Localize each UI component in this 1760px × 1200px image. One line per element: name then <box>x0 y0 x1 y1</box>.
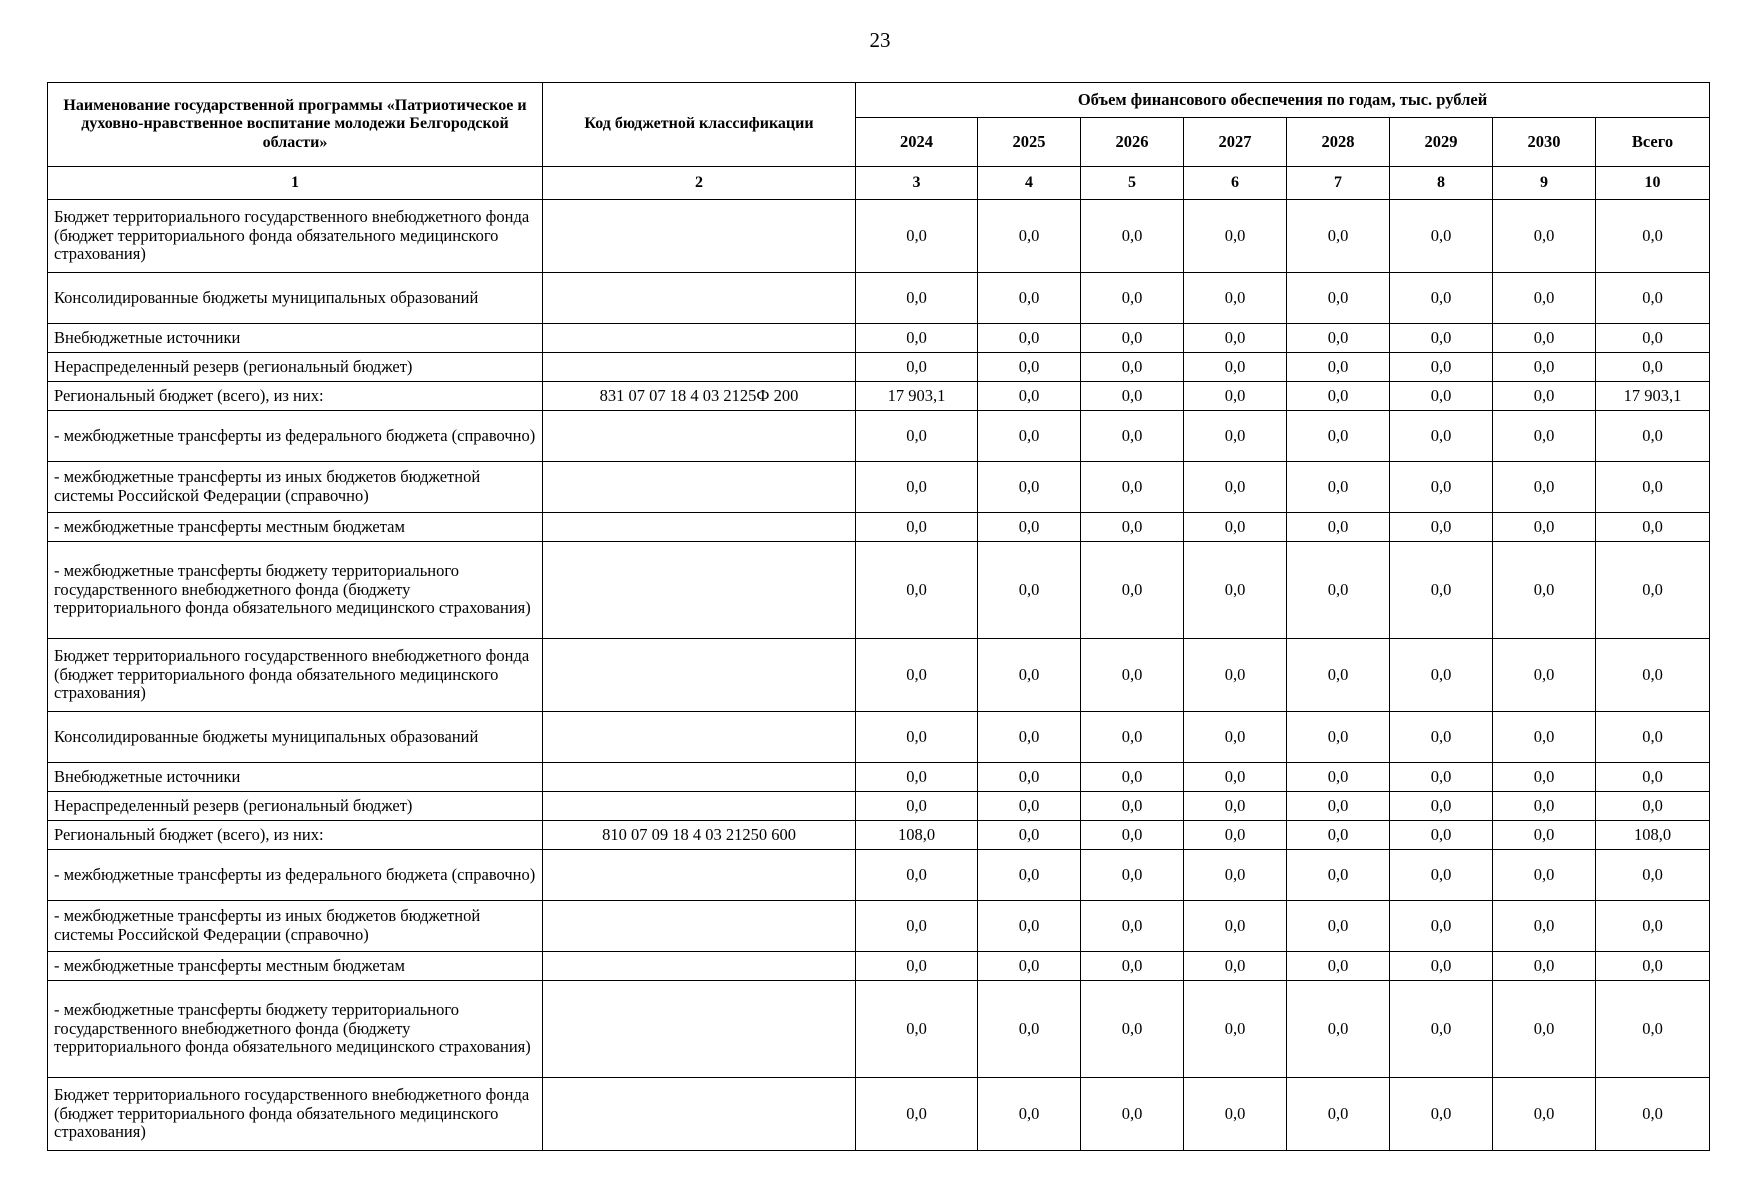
row-value-cell: 0,0 <box>1390 952 1493 981</box>
row-name-cell: - межбюджетные трансферты из иных бюджетов бюджетной системы Российской Федерации (справочно) <box>48 462 543 513</box>
row-value-cell: 0,0 <box>1287 513 1390 542</box>
row-value-cell: 0,0 <box>1081 952 1184 981</box>
row-value-cell: 0,0 <box>978 542 1081 639</box>
row-total-cell: 0,0 <box>1596 901 1710 952</box>
row-value-cell: 0,0 <box>856 513 978 542</box>
table-row <box>48 382 1710 411</box>
row-value-cell: 0,0 <box>978 200 1081 273</box>
row-code-cell <box>543 901 856 952</box>
row-total-cell: 0,0 <box>1596 462 1710 513</box>
header-year: 2026 <box>1081 118 1184 167</box>
row-name-cell: - межбюджетные трансферты бюджету территориального государственного внебюджетного фонда (бюджету территориального фонда обязательного медицинского страхования) <box>48 981 543 1078</box>
row-code-cell: 810 07 09 18 4 03 21250 600 <box>543 821 856 850</box>
row-value-cell: 0,0 <box>1081 763 1184 792</box>
row-value-cell: 0,0 <box>1390 792 1493 821</box>
row-name-cell: Бюджет территориального государственного внебюджетного фонда (бюджет территориального фонда обязательного медицинского страхования) <box>48 639 543 712</box>
column-number: 10 <box>1596 167 1710 200</box>
row-value-cell: 0,0 <box>1390 901 1493 952</box>
table-row <box>48 273 1710 324</box>
table-row <box>48 712 1710 763</box>
row-value-cell: 0,0 <box>1287 273 1390 324</box>
row-name-cell: Региональный бюджет (всего), из них: <box>48 382 543 411</box>
row-value-cell: 0,0 <box>1081 542 1184 639</box>
row-total-cell: 0,0 <box>1596 513 1710 542</box>
row-value-cell: 0,0 <box>978 821 1081 850</box>
header-year: 2030 <box>1493 118 1596 167</box>
row-code-cell <box>543 542 856 639</box>
row-value-cell: 0,0 <box>978 792 1081 821</box>
row-value-cell: 0,0 <box>1493 273 1596 324</box>
row-value-cell: 0,0 <box>1493 1078 1596 1151</box>
row-value-cell: 0,0 <box>856 273 978 324</box>
row-value-cell: 0,0 <box>1184 324 1287 353</box>
row-total-cell: 0,0 <box>1596 981 1710 1078</box>
row-value-cell: 0,0 <box>1081 324 1184 353</box>
column-number: 7 <box>1287 167 1390 200</box>
row-total-cell: 0,0 <box>1596 792 1710 821</box>
row-value-cell: 0,0 <box>1081 821 1184 850</box>
row-value-cell: 0,0 <box>1287 952 1390 981</box>
row-value-cell: 0,0 <box>978 901 1081 952</box>
row-value-cell: 0,0 <box>1493 981 1596 1078</box>
header-name-column: Наименование государственной программы «Патриотическое и духовно-нравственное воспитание молодежи Белгородской области» <box>48 83 543 167</box>
column-number: 5 <box>1081 167 1184 200</box>
row-value-cell: 0,0 <box>1493 952 1596 981</box>
row-code-cell <box>543 411 856 462</box>
row-value-cell: 0,0 <box>1493 542 1596 639</box>
row-value-cell: 0,0 <box>856 462 978 513</box>
row-total-cell: 108,0 <box>1596 821 1710 850</box>
row-value-cell: 0,0 <box>1493 200 1596 273</box>
row-value-cell: 0,0 <box>856 712 978 763</box>
row-value-cell: 0,0 <box>978 462 1081 513</box>
row-value-cell: 0,0 <box>1390 273 1493 324</box>
header-funding-group: Объем финансового обеспечения по годам, тыс. рублей <box>856 83 1710 118</box>
row-name-cell: - межбюджетные трансферты из федерального бюджета (справочно) <box>48 411 543 462</box>
row-value-cell: 0,0 <box>978 850 1081 901</box>
row-value-cell: 0,0 <box>1493 324 1596 353</box>
row-value-cell: 108,0 <box>856 821 978 850</box>
row-code-cell <box>543 850 856 901</box>
table-row <box>48 353 1710 382</box>
row-name-cell: Консолидированные бюджеты муниципальных образований <box>48 273 543 324</box>
header-year: 2028 <box>1287 118 1390 167</box>
row-value-cell: 0,0 <box>978 273 1081 324</box>
row-total-cell: 0,0 <box>1596 273 1710 324</box>
row-value-cell: 0,0 <box>978 981 1081 1078</box>
row-name-cell: - межбюджетные трансферты бюджету территориального государственного внебюджетного фонда (бюджету территориального фонда обязательного медицинского страхования) <box>48 542 543 639</box>
row-code-cell <box>543 273 856 324</box>
row-value-cell: 0,0 <box>1390 324 1493 353</box>
row-name-cell: - межбюджетные трансферты из федерального бюджета (справочно) <box>48 850 543 901</box>
row-value-cell: 0,0 <box>1081 382 1184 411</box>
row-name-cell: Консолидированные бюджеты муниципальных образований <box>48 712 543 763</box>
row-total-cell: 0,0 <box>1596 712 1710 763</box>
row-value-cell: 0,0 <box>856 952 978 981</box>
row-code-cell <box>543 639 856 712</box>
table-row <box>48 200 1710 273</box>
row-value-cell: 0,0 <box>856 200 978 273</box>
row-value-cell: 0,0 <box>1390 981 1493 1078</box>
row-value-cell: 0,0 <box>856 542 978 639</box>
header-year: 2029 <box>1390 118 1493 167</box>
row-value-cell: 0,0 <box>856 901 978 952</box>
row-value-cell: 0,0 <box>1081 712 1184 763</box>
row-value-cell: 0,0 <box>1493 462 1596 513</box>
table-row <box>48 850 1710 901</box>
header-year: 2025 <box>978 118 1081 167</box>
row-value-cell: 0,0 <box>1081 462 1184 513</box>
row-value-cell: 0,0 <box>1081 792 1184 821</box>
row-value-cell: 0,0 <box>1390 200 1493 273</box>
row-value-cell: 0,0 <box>856 850 978 901</box>
row-value-cell: 0,0 <box>1081 273 1184 324</box>
row-value-cell: 0,0 <box>1184 952 1287 981</box>
row-value-cell: 0,0 <box>1184 200 1287 273</box>
row-value-cell: 0,0 <box>1287 353 1390 382</box>
row-value-cell: 0,0 <box>856 981 978 1078</box>
row-value-cell: 0,0 <box>1184 850 1287 901</box>
header-year: 2024 <box>856 118 978 167</box>
row-value-cell: 0,0 <box>1493 382 1596 411</box>
column-number: 8 <box>1390 167 1493 200</box>
table-row <box>48 763 1710 792</box>
table-row <box>48 821 1710 850</box>
row-total-cell: 0,0 <box>1596 542 1710 639</box>
row-value-cell: 0,0 <box>978 353 1081 382</box>
row-value-cell: 0,0 <box>1493 712 1596 763</box>
row-value-cell: 0,0 <box>1390 462 1493 513</box>
row-value-cell: 0,0 <box>1493 850 1596 901</box>
row-value-cell: 0,0 <box>1287 821 1390 850</box>
row-value-cell: 0,0 <box>978 712 1081 763</box>
row-value-cell: 0,0 <box>856 324 978 353</box>
table-row <box>48 513 1710 542</box>
row-value-cell: 0,0 <box>978 952 1081 981</box>
row-code-cell <box>543 792 856 821</box>
row-value-cell: 0,0 <box>1184 639 1287 712</box>
row-code-cell <box>543 353 856 382</box>
table-body <box>48 200 1710 1151</box>
row-value-cell: 0,0 <box>1081 353 1184 382</box>
row-name-cell: Внебюджетные источники <box>48 763 543 792</box>
table-row <box>48 542 1710 639</box>
row-total-cell: 0,0 <box>1596 850 1710 901</box>
row-code-cell <box>543 462 856 513</box>
row-name-cell: Региональный бюджет (всего), из них: <box>48 821 543 850</box>
row-value-cell: 0,0 <box>1390 1078 1493 1151</box>
row-value-cell: 0,0 <box>1287 324 1390 353</box>
page-number: 23 <box>869 28 891 52</box>
row-value-cell: 0,0 <box>1287 542 1390 639</box>
row-value-cell: 0,0 <box>856 763 978 792</box>
row-value-cell: 0,0 <box>1287 639 1390 712</box>
row-code-cell <box>543 200 856 273</box>
row-value-cell: 0,0 <box>1184 792 1287 821</box>
row-value-cell: 0,0 <box>856 411 978 462</box>
row-total-cell: 0,0 <box>1596 639 1710 712</box>
row-total-cell: 17 903,1 <box>1596 382 1710 411</box>
row-value-cell: 0,0 <box>1081 200 1184 273</box>
table-row <box>48 952 1710 981</box>
row-name-cell: Бюджет территориального государственного внебюджетного фонда (бюджет территориального фонда обязательного медицинского страхования) <box>48 200 543 273</box>
row-value-cell: 0,0 <box>1287 1078 1390 1151</box>
row-value-cell: 17 903,1 <box>856 382 978 411</box>
column-number: 2 <box>543 167 856 200</box>
table-row <box>48 1078 1710 1151</box>
column-number: 6 <box>1184 167 1287 200</box>
row-value-cell: 0,0 <box>856 639 978 712</box>
table-row <box>48 411 1710 462</box>
row-total-cell: 0,0 <box>1596 952 1710 981</box>
row-value-cell: 0,0 <box>1184 513 1287 542</box>
row-value-cell: 0,0 <box>1390 542 1493 639</box>
table-header <box>48 83 1710 200</box>
row-value-cell: 0,0 <box>1287 981 1390 1078</box>
header-code-column: Код бюджетной классификации <box>543 83 856 167</box>
column-number: 3 <box>856 167 978 200</box>
row-value-cell: 0,0 <box>1493 792 1596 821</box>
row-total-cell: 0,0 <box>1596 763 1710 792</box>
row-total-cell: 0,0 <box>1596 353 1710 382</box>
row-value-cell: 0,0 <box>1493 901 1596 952</box>
table-row <box>48 901 1710 952</box>
row-value-cell: 0,0 <box>1390 353 1493 382</box>
row-name-cell: - межбюджетные трансферты местным бюджетам <box>48 952 543 981</box>
row-code-cell <box>543 712 856 763</box>
row-total-cell: 0,0 <box>1596 1078 1710 1151</box>
row-value-cell: 0,0 <box>1390 411 1493 462</box>
row-name-cell: - межбюджетные трансферты из иных бюджетов бюджетной системы Российской Федерации (справочно) <box>48 901 543 952</box>
row-value-cell: 0,0 <box>1081 639 1184 712</box>
row-value-cell: 0,0 <box>1184 763 1287 792</box>
row-value-cell: 0,0 <box>1081 901 1184 952</box>
row-value-cell: 0,0 <box>1184 382 1287 411</box>
row-name-cell: Бюджет территориального государственного внебюджетного фонда (бюджет территориального фонда обязательного медицинского страхования) <box>48 1078 543 1151</box>
table-row <box>48 462 1710 513</box>
row-value-cell: 0,0 <box>1081 850 1184 901</box>
row-value-cell: 0,0 <box>1287 763 1390 792</box>
row-value-cell: 0,0 <box>856 792 978 821</box>
table-row <box>48 792 1710 821</box>
row-code-cell <box>543 981 856 1078</box>
row-value-cell: 0,0 <box>1184 542 1287 639</box>
row-value-cell: 0,0 <box>1493 353 1596 382</box>
table-row <box>48 324 1710 353</box>
row-value-cell: 0,0 <box>1390 821 1493 850</box>
column-number-row <box>48 167 1710 200</box>
row-value-cell: 0,0 <box>1184 353 1287 382</box>
row-value-cell: 0,0 <box>978 639 1081 712</box>
row-name-cell: - межбюджетные трансферты местным бюджетам <box>48 513 543 542</box>
row-value-cell: 0,0 <box>1287 382 1390 411</box>
row-value-cell: 0,0 <box>1390 382 1493 411</box>
row-value-cell: 0,0 <box>1184 712 1287 763</box>
row-value-cell: 0,0 <box>1081 411 1184 462</box>
header-total: Всего <box>1596 118 1710 167</box>
row-value-cell: 0,0 <box>978 1078 1081 1151</box>
row-total-cell: 0,0 <box>1596 411 1710 462</box>
row-value-cell: 0,0 <box>1287 200 1390 273</box>
row-code-cell <box>543 952 856 981</box>
row-value-cell: 0,0 <box>1081 513 1184 542</box>
column-number: 9 <box>1493 167 1596 200</box>
row-value-cell: 0,0 <box>1287 901 1390 952</box>
row-value-cell: 0,0 <box>1493 821 1596 850</box>
row-name-cell: Нераспределенный резерв (региональный бюджет) <box>48 353 543 382</box>
row-value-cell: 0,0 <box>1184 462 1287 513</box>
table-row <box>48 981 1710 1078</box>
row-code-cell <box>543 1078 856 1151</box>
row-code-cell <box>543 513 856 542</box>
row-value-cell: 0,0 <box>978 763 1081 792</box>
row-code-cell: 831 07 07 18 4 03 2125Ф 200 <box>543 382 856 411</box>
row-total-cell: 0,0 <box>1596 324 1710 353</box>
row-value-cell: 0,0 <box>1184 1078 1287 1151</box>
row-value-cell: 0,0 <box>1390 513 1493 542</box>
row-value-cell: 0,0 <box>1184 821 1287 850</box>
row-value-cell: 0,0 <box>1390 850 1493 901</box>
row-name-cell: Нераспределенный резерв (региональный бюджет) <box>48 792 543 821</box>
row-value-cell: 0,0 <box>1184 901 1287 952</box>
row-value-cell: 0,0 <box>1287 712 1390 763</box>
row-value-cell: 0,0 <box>1287 462 1390 513</box>
row-value-cell: 0,0 <box>1493 411 1596 462</box>
row-value-cell: 0,0 <box>1184 273 1287 324</box>
row-value-cell: 0,0 <box>1184 411 1287 462</box>
row-value-cell: 0,0 <box>1493 763 1596 792</box>
row-value-cell: 0,0 <box>1390 712 1493 763</box>
row-value-cell: 0,0 <box>978 324 1081 353</box>
row-total-cell: 0,0 <box>1596 200 1710 273</box>
row-code-cell <box>543 324 856 353</box>
row-value-cell: 0,0 <box>1493 513 1596 542</box>
row-name-cell: Внебюджетные источники <box>48 324 543 353</box>
budget-table <box>47 82 1710 1151</box>
column-number: 4 <box>978 167 1081 200</box>
row-value-cell: 0,0 <box>1390 639 1493 712</box>
row-value-cell: 0,0 <box>1493 639 1596 712</box>
row-value-cell: 0,0 <box>856 353 978 382</box>
row-value-cell: 0,0 <box>1081 1078 1184 1151</box>
row-value-cell: 0,0 <box>1184 981 1287 1078</box>
row-code-cell <box>543 763 856 792</box>
table-row <box>48 639 1710 712</box>
row-value-cell: 0,0 <box>1287 411 1390 462</box>
row-value-cell: 0,0 <box>978 513 1081 542</box>
row-value-cell: 0,0 <box>978 411 1081 462</box>
row-value-cell: 0,0 <box>1081 981 1184 1078</box>
row-value-cell: 0,0 <box>978 382 1081 411</box>
row-value-cell: 0,0 <box>1390 763 1493 792</box>
row-value-cell: 0,0 <box>856 1078 978 1151</box>
row-value-cell: 0,0 <box>1287 792 1390 821</box>
row-value-cell: 0,0 <box>1287 850 1390 901</box>
column-number: 1 <box>48 167 543 200</box>
header-year: 2027 <box>1184 118 1287 167</box>
